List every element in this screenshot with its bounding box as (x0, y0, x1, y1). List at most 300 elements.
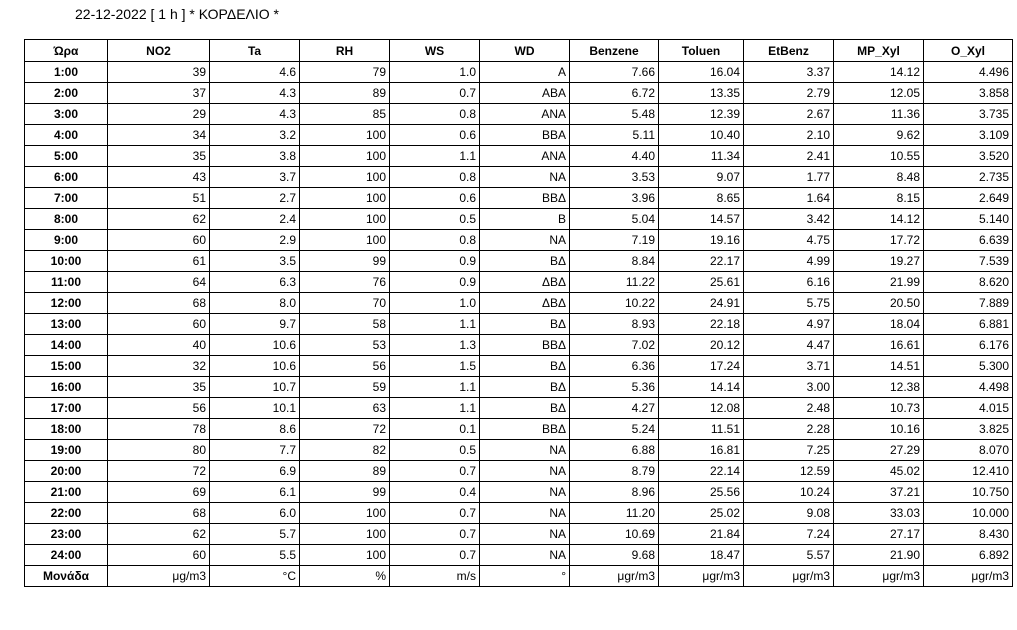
table-cell: 1.77 (744, 167, 834, 188)
table-cell: 78 (108, 419, 210, 440)
hour-cell: 21:00 (25, 482, 108, 503)
table-cell: 1.0 (390, 293, 480, 314)
table-cell: 0.6 (390, 125, 480, 146)
table-cell: 35 (108, 377, 210, 398)
table-row (25, 83, 1013, 104)
table-cell: 25.61 (659, 272, 744, 293)
table-cell: 3.735 (924, 104, 1013, 125)
table-cell: 5.57 (744, 545, 834, 566)
table-cell: BΔ (480, 398, 570, 419)
hour-cell: 10:00 (25, 251, 108, 272)
table-cell: 6.892 (924, 545, 1013, 566)
table-cell: 4.40 (570, 146, 659, 167)
table-cell: 8.430 (924, 524, 1013, 545)
hour-cell: 19:00 (25, 440, 108, 461)
table-cell: 5.300 (924, 356, 1013, 377)
table-cell: 0.8 (390, 104, 480, 125)
table-cell: 14.57 (659, 209, 744, 230)
table-cell: B (480, 209, 570, 230)
table-cell: BΔ (480, 356, 570, 377)
table-cell: 2.4 (210, 209, 300, 230)
table-cell: 0.8 (390, 230, 480, 251)
column-header: RH (300, 40, 390, 62)
table-cell: 4.27 (570, 398, 659, 419)
table-cell: 8.620 (924, 272, 1013, 293)
units-row (25, 566, 1013, 587)
table-cell: 1.5 (390, 356, 480, 377)
table-cell: 0.5 (390, 209, 480, 230)
table-cell: 72 (300, 419, 390, 440)
table-cell: 20.50 (834, 293, 924, 314)
table-cell: 5.11 (570, 125, 659, 146)
table-cell: 1.64 (744, 188, 834, 209)
table-cell: NA (480, 440, 570, 461)
table-cell: 5.5 (210, 545, 300, 566)
table-cell: 8.070 (924, 440, 1013, 461)
table-cell: 1.1 (390, 398, 480, 419)
table-cell: % (300, 566, 390, 587)
table-cell: 10.22 (570, 293, 659, 314)
table-cell: 7.25 (744, 440, 834, 461)
table-cell: 4.47 (744, 335, 834, 356)
table-cell: 22.17 (659, 251, 744, 272)
table-cell: 3.2 (210, 125, 300, 146)
table-cell: 89 (300, 83, 390, 104)
table-cell: 7.7 (210, 440, 300, 461)
table-cell: 24.91 (659, 293, 744, 314)
hour-cell: 3:00 (25, 104, 108, 125)
table-cell: 7.02 (570, 335, 659, 356)
column-header: Benzene (570, 40, 659, 62)
table-cell: 2.28 (744, 419, 834, 440)
table-row (25, 146, 1013, 167)
hour-cell: 18:00 (25, 419, 108, 440)
page-title: 22-12-2022 [ 1 h ] * ΚΟΡΔΕΛΙΟ * (75, 6, 280, 22)
table-row (25, 335, 1013, 356)
table-cell: NA (480, 461, 570, 482)
table-cell: 1.1 (390, 314, 480, 335)
table-cell: NA (480, 482, 570, 503)
table-cell: 5.04 (570, 209, 659, 230)
table-cell: 0.9 (390, 272, 480, 293)
table-cell: 62 (108, 209, 210, 230)
hour-cell: 11:00 (25, 272, 108, 293)
table-cell: 56 (108, 398, 210, 419)
hour-cell: 5:00 (25, 146, 108, 167)
table-cell: 3.37 (744, 62, 834, 83)
column-header: Ώρα (25, 40, 108, 62)
table-cell: 100 (300, 230, 390, 251)
table-cell: BΔ (480, 251, 570, 272)
table-cell: 40 (108, 335, 210, 356)
table-cell: 8.6 (210, 419, 300, 440)
table-cell: 2.10 (744, 125, 834, 146)
table-cell: 3.8 (210, 146, 300, 167)
table-row (25, 167, 1013, 188)
table-cell: 9.07 (659, 167, 744, 188)
column-header: WS (390, 40, 480, 62)
table-cell: 3.53 (570, 167, 659, 188)
hour-cell: 14:00 (25, 335, 108, 356)
table-cell: 16.61 (834, 335, 924, 356)
table-cell: 1.3 (390, 335, 480, 356)
table-cell: 10.7 (210, 377, 300, 398)
table-cell: 8.79 (570, 461, 659, 482)
table-cell: 6.3 (210, 272, 300, 293)
table-cell: 19.16 (659, 230, 744, 251)
table-cell: 14.51 (834, 356, 924, 377)
table-cell: 29 (108, 104, 210, 125)
table-cell: 64 (108, 272, 210, 293)
hour-cell: 2:00 (25, 83, 108, 104)
table-cell: 8.48 (834, 167, 924, 188)
table-body (25, 62, 1013, 587)
table-cell: 8.0 (210, 293, 300, 314)
table-cell: 4.75 (744, 230, 834, 251)
table-cell: 9.08 (744, 503, 834, 524)
table-cell: 14.12 (834, 62, 924, 83)
table-row (25, 356, 1013, 377)
table-cell: 68 (108, 293, 210, 314)
table-cell: 12.08 (659, 398, 744, 419)
table-cell: 53 (300, 335, 390, 356)
hour-cell: 7:00 (25, 188, 108, 209)
table-row (25, 188, 1013, 209)
table-row (25, 125, 1013, 146)
column-header: EtBenz (744, 40, 834, 62)
table-row (25, 545, 1013, 566)
table-cell: 5.75 (744, 293, 834, 314)
table-cell: 9.7 (210, 314, 300, 335)
table-cell: 0.8 (390, 167, 480, 188)
table-cell: NA (480, 524, 570, 545)
table-cell: 8.15 (834, 188, 924, 209)
table-cell: 60 (108, 230, 210, 251)
table-cell: 12.39 (659, 104, 744, 125)
table-cell: 9.68 (570, 545, 659, 566)
table-cell: 35 (108, 146, 210, 167)
table-cell: 85 (300, 104, 390, 125)
table-cell: 37.21 (834, 482, 924, 503)
table-cell: 16.04 (659, 62, 744, 83)
table-cell: ° (480, 566, 570, 587)
table-cell: BBΔ (480, 188, 570, 209)
table-cell: 3.7 (210, 167, 300, 188)
table-row (25, 377, 1013, 398)
table-cell: 2.7 (210, 188, 300, 209)
table-cell: 0.7 (390, 545, 480, 566)
table-cell: 3.42 (744, 209, 834, 230)
table-cell: 69 (108, 482, 210, 503)
table-cell: 11.36 (834, 104, 924, 125)
table-row (25, 230, 1013, 251)
table-cell: BBA (480, 125, 570, 146)
table-cell: 37 (108, 83, 210, 104)
table-cell: 0.5 (390, 440, 480, 461)
table-cell: 56 (300, 356, 390, 377)
table-cell: 10.16 (834, 419, 924, 440)
header-row (25, 40, 1013, 62)
table-cell: 34 (108, 125, 210, 146)
table-cell: 10.55 (834, 146, 924, 167)
table-cell: 62 (108, 524, 210, 545)
table-cell: 4.3 (210, 83, 300, 104)
table-cell: 18.04 (834, 314, 924, 335)
table-cell: 3.520 (924, 146, 1013, 167)
hour-cell: 9:00 (25, 230, 108, 251)
table-row (25, 62, 1013, 83)
table-cell: 27.29 (834, 440, 924, 461)
column-header: Ta (210, 40, 300, 62)
hour-cell: 24:00 (25, 545, 108, 566)
table-cell: 0.7 (390, 83, 480, 104)
table-row (25, 461, 1013, 482)
table-row (25, 209, 1013, 230)
table-cell: 17.24 (659, 356, 744, 377)
table-cell: 0.7 (390, 524, 480, 545)
table-cell: 6.176 (924, 335, 1013, 356)
table-cell: 68 (108, 503, 210, 524)
table-cell: A (480, 62, 570, 83)
table-cell: 3.5 (210, 251, 300, 272)
table-cell: 1.1 (390, 146, 480, 167)
table-cell: NA (480, 230, 570, 251)
table-cell: μgr/m3 (834, 566, 924, 587)
table-cell: 99 (300, 251, 390, 272)
table-cell: 0.6 (390, 188, 480, 209)
table-cell: μgr/m3 (570, 566, 659, 587)
table-cell: 10.24 (744, 482, 834, 503)
table-cell: 10.000 (924, 503, 1013, 524)
table-cell: μgr/m3 (659, 566, 744, 587)
table-cell: 51 (108, 188, 210, 209)
table-cell: 3.00 (744, 377, 834, 398)
table-cell: 60 (108, 545, 210, 566)
table-cell: 7.889 (924, 293, 1013, 314)
table-cell: 0.9 (390, 251, 480, 272)
table-cell: ΔBΔ (480, 272, 570, 293)
table-row (25, 440, 1013, 461)
column-header: WD (480, 40, 570, 62)
table-cell: 10.1 (210, 398, 300, 419)
table-cell: 12.05 (834, 83, 924, 104)
measurements-table (24, 39, 1013, 587)
table-cell: 58 (300, 314, 390, 335)
column-header: MP_Xyl (834, 40, 924, 62)
table-cell: 25.56 (659, 482, 744, 503)
table-cell: 89 (300, 461, 390, 482)
table-cell: 8.96 (570, 482, 659, 503)
table-row (25, 272, 1013, 293)
table-cell: 3.825 (924, 419, 1013, 440)
table-cell: °C (210, 566, 300, 587)
column-header: NO2 (108, 40, 210, 62)
table-cell: 3.858 (924, 83, 1013, 104)
table-cell: 9.62 (834, 125, 924, 146)
table-cell: 1.0 (390, 62, 480, 83)
table-cell: 5.48 (570, 104, 659, 125)
table-cell: 2.9 (210, 230, 300, 251)
table-cell: 100 (300, 188, 390, 209)
table-cell: ANA (480, 146, 570, 167)
table-cell: 0.7 (390, 503, 480, 524)
hour-cell: 22:00 (25, 503, 108, 524)
hour-cell: 13:00 (25, 314, 108, 335)
table-cell: 10.69 (570, 524, 659, 545)
table-cell: 0.4 (390, 482, 480, 503)
table-cell: 6.16 (744, 272, 834, 293)
hour-cell: 23:00 (25, 524, 108, 545)
table-cell: 21.84 (659, 524, 744, 545)
table-cell: 6.72 (570, 83, 659, 104)
table-cell: 6.0 (210, 503, 300, 524)
table-cell: 3.109 (924, 125, 1013, 146)
table-row (25, 104, 1013, 125)
table-cell: 17.72 (834, 230, 924, 251)
table-cell: 4.498 (924, 377, 1013, 398)
hour-cell: 6:00 (25, 167, 108, 188)
table-cell: 5.24 (570, 419, 659, 440)
table-cell: 0.7 (390, 461, 480, 482)
table-cell: 27.17 (834, 524, 924, 545)
table-cell: 72 (108, 461, 210, 482)
table-cell: 6.36 (570, 356, 659, 377)
table-row (25, 314, 1013, 335)
table-row (25, 251, 1013, 272)
table-cell: 4.496 (924, 62, 1013, 83)
table-cell: 12.59 (744, 461, 834, 482)
table-cell: 100 (300, 167, 390, 188)
table-cell: 5.36 (570, 377, 659, 398)
table-cell: ANA (480, 104, 570, 125)
table-cell: 4.015 (924, 398, 1013, 419)
table-cell: 82 (300, 440, 390, 461)
table-cell: 25.02 (659, 503, 744, 524)
table-cell: 76 (300, 272, 390, 293)
table-cell: 100 (300, 146, 390, 167)
table-cell: 20.12 (659, 335, 744, 356)
table-cell: 59 (300, 377, 390, 398)
table-cell: 4.97 (744, 314, 834, 335)
table-cell: 2.735 (924, 167, 1013, 188)
table-cell: 7.19 (570, 230, 659, 251)
table-cell: 2.41 (744, 146, 834, 167)
table-cell: 80 (108, 440, 210, 461)
table-cell: 7.24 (744, 524, 834, 545)
table-cell: 70 (300, 293, 390, 314)
table-cell: 13.35 (659, 83, 744, 104)
table-cell: 21.90 (834, 545, 924, 566)
hour-cell: 20:00 (25, 461, 108, 482)
table-cell: 10.6 (210, 356, 300, 377)
table-cell: 79 (300, 62, 390, 83)
table-cell: 22.14 (659, 461, 744, 482)
table-cell: 6.881 (924, 314, 1013, 335)
table-cell: 3.71 (744, 356, 834, 377)
table-cell: 12.410 (924, 461, 1013, 482)
table-cell: BBΔ (480, 419, 570, 440)
table-cell: 2.649 (924, 188, 1013, 209)
table-cell: 45.02 (834, 461, 924, 482)
table-cell: 2.67 (744, 104, 834, 125)
table-cell: NA (480, 503, 570, 524)
table-cell: 21.99 (834, 272, 924, 293)
table-cell: 100 (300, 125, 390, 146)
table-cell: 7.539 (924, 251, 1013, 272)
table-cell: μgr/m3 (744, 566, 834, 587)
table-row (25, 419, 1013, 440)
table-cell: 61 (108, 251, 210, 272)
table-cell: 6.639 (924, 230, 1013, 251)
table-cell: 7.66 (570, 62, 659, 83)
table-cell: NA (480, 545, 570, 566)
table-cell: 5.7 (210, 524, 300, 545)
table-cell: μg/m3 (108, 566, 210, 587)
table-cell: 12.38 (834, 377, 924, 398)
table-row (25, 398, 1013, 419)
table-cell: 2.48 (744, 398, 834, 419)
table-cell: 11.20 (570, 503, 659, 524)
table-cell: 5.140 (924, 209, 1013, 230)
table-cell: m/s (390, 566, 480, 587)
table-row (25, 482, 1013, 503)
table-cell: 8.84 (570, 251, 659, 272)
hour-cell: 1:00 (25, 62, 108, 83)
hour-cell: 4:00 (25, 125, 108, 146)
table-cell: 0.1 (390, 419, 480, 440)
table-cell: 22.18 (659, 314, 744, 335)
table-cell: 43 (108, 167, 210, 188)
table-cell: BΔ (480, 314, 570, 335)
hour-cell: 15:00 (25, 356, 108, 377)
table-cell: 100 (300, 209, 390, 230)
table-cell: 11.34 (659, 146, 744, 167)
table-cell: 18.47 (659, 545, 744, 566)
table-cell: 6.9 (210, 461, 300, 482)
table-cell: BBΔ (480, 335, 570, 356)
table-cell: 6.88 (570, 440, 659, 461)
table-cell: ABA (480, 83, 570, 104)
table-row (25, 503, 1013, 524)
table-cell: 100 (300, 503, 390, 524)
table-cell: 2.79 (744, 83, 834, 104)
table-cell: 16.81 (659, 440, 744, 461)
table-cell: 10.40 (659, 125, 744, 146)
table-cell: 99 (300, 482, 390, 503)
table-cell: ΔBΔ (480, 293, 570, 314)
table-row (25, 293, 1013, 314)
table-cell: 10.73 (834, 398, 924, 419)
table-cell: 11.51 (659, 419, 744, 440)
hour-cell: 16:00 (25, 377, 108, 398)
table-cell: 14.14 (659, 377, 744, 398)
table-cell: 32 (108, 356, 210, 377)
column-header: O_Xyl (924, 40, 1013, 62)
table-cell: 4.6 (210, 62, 300, 83)
table-cell: 63 (300, 398, 390, 419)
hour-cell: 8:00 (25, 209, 108, 230)
table-cell: 4.3 (210, 104, 300, 125)
table-cell: 60 (108, 314, 210, 335)
table-cell: 1.1 (390, 377, 480, 398)
column-header: Toluen (659, 40, 744, 62)
table-cell: 14.12 (834, 209, 924, 230)
table-cell: 19.27 (834, 251, 924, 272)
table-cell: 10.6 (210, 335, 300, 356)
table-cell: 6.1 (210, 482, 300, 503)
table-cell: μgr/m3 (924, 566, 1013, 587)
table-cell: 3.96 (570, 188, 659, 209)
